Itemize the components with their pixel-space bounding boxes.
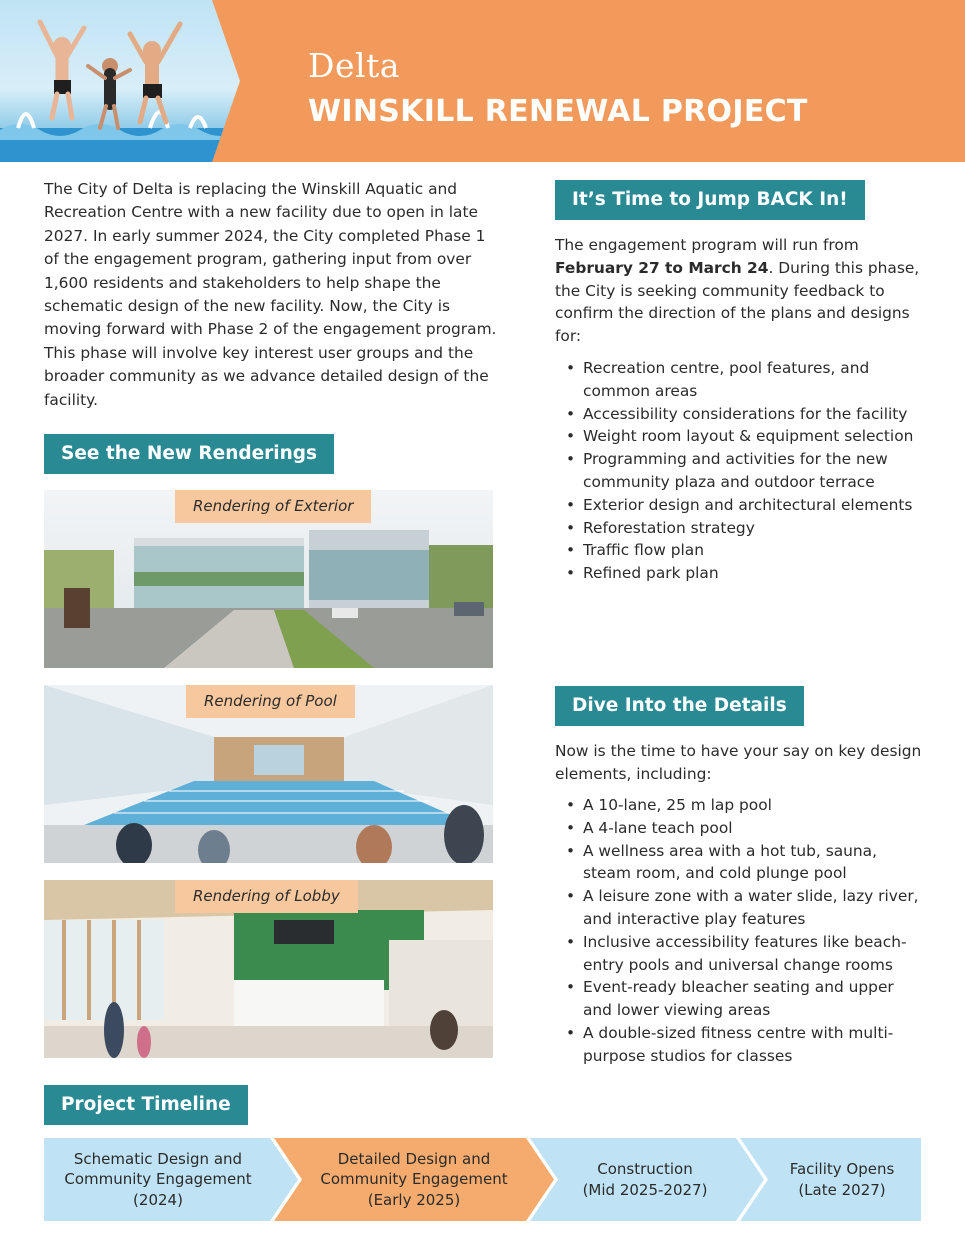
timeline-step-opens	[772, 1138, 912, 1221]
engagement-text-after: . During this phase, the City is seeking community feedback to confirm the direction of the plans and designs for:	[555, 258, 920, 346]
rendering-exterior	[44, 490, 493, 668]
intro-paragraph: The City of Delta is replacing the Winskill Aquatic and Recreation Centre with a new facility due to open in late 2027. In early summer 2024, the City completed Phase 1 of the engagement program, gathering input from over 1,600 residents and stakeholders to help shape the schematic design of the new facility. Now, the City is moving forward with Phase 2 of the engagement program. This phase will involve key interest user groups and the broader community as we advance detailed design of the facility.	[44, 180, 497, 409]
page-title: WINSKILL RENEWAL PROJECT	[308, 94, 808, 129]
step-line: Schematic Design and	[73, 1149, 243, 1168]
step-line: Community Engagement	[64, 1170, 252, 1189]
timeline-step-construction	[560, 1138, 730, 1221]
list-item: • Recreation centre, pool features, and common areas	[555, 357, 925, 403]
step-line: (2024)	[133, 1190, 183, 1209]
design-elements-list	[555, 794, 925, 1068]
timeline-heading: Project Timeline	[44, 1085, 248, 1125]
feedback-topics-list	[555, 357, 925, 585]
step-line: (Mid 2025-2027)	[582, 1180, 708, 1199]
list-item: • A double-sized fitness centre with multi-purpose studios for classes	[555, 1022, 925, 1068]
timeline-step-schematic	[52, 1138, 264, 1221]
list-item: • Reforestation strategy	[555, 517, 925, 540]
step-line: Community Engagement	[320, 1170, 508, 1189]
list-item: • Traffic flow plan	[555, 539, 925, 562]
hero-swimmers-image	[0, 0, 240, 162]
delta-logo: Delta	[308, 46, 400, 85]
list-item: • Accessibility considerations for the facility	[555, 403, 925, 426]
list-item: • Programming and activities for the new community plaza and outdoor terrace	[555, 448, 925, 494]
details-heading: Dive Into the Details	[555, 686, 804, 726]
list-item: • Weight room layout & equipment selection	[555, 425, 925, 448]
list-item: • Event-ready bleacher seating and upper and lower viewing areas	[555, 976, 925, 1022]
renderings-heading: See the New Renderings	[44, 434, 334, 474]
details-paragraph: Now is the time to have your say on key design elements, including:	[555, 742, 922, 783]
engagement-dates: February 27 to March 24	[555, 258, 769, 277]
exterior-caption: Rendering of Exterior	[175, 490, 371, 523]
project-timeline	[44, 1138, 921, 1221]
step-line: (Early 2025)	[367, 1190, 461, 1209]
engagement-paragraph	[555, 234, 925, 348]
list-item: • Refined park plan	[555, 562, 925, 585]
list-item: • A wellness area with a hot tub, sauna, steam room, and cold plunge pool	[555, 840, 925, 886]
header-banner	[0, 0, 965, 162]
timeline-step-detailed	[306, 1138, 522, 1221]
list-item: • A leisure zone with a water slide, lazy river, and interactive play features	[555, 885, 925, 931]
rendering-lobby	[44, 880, 493, 1058]
step-line: Detailed Design and	[337, 1149, 491, 1168]
jumping-people-illustration	[0, 0, 240, 162]
list-item: • Exterior design and architectural elements	[555, 494, 925, 517]
rendering-pool	[44, 685, 493, 863]
lobby-caption: Rendering of Lobby	[175, 880, 358, 913]
step-line: Facility Opens	[789, 1160, 895, 1178]
jump-back-heading: It’s Time to Jump BACK In!	[555, 180, 865, 220]
list-item: • A 4-lane teach pool	[555, 817, 925, 840]
list-item: • A 10-lane, 25 m lap pool	[555, 794, 925, 817]
step-line: Construction	[597, 1160, 693, 1178]
step-line: (Late 2027)	[798, 1180, 886, 1199]
engagement-text-before: The engagement program will run from	[555, 236, 859, 254]
pool-caption: Rendering of Pool	[186, 685, 355, 718]
list-item: • Inclusive accessibility features like beach-entry pools and universal change rooms	[555, 931, 925, 977]
